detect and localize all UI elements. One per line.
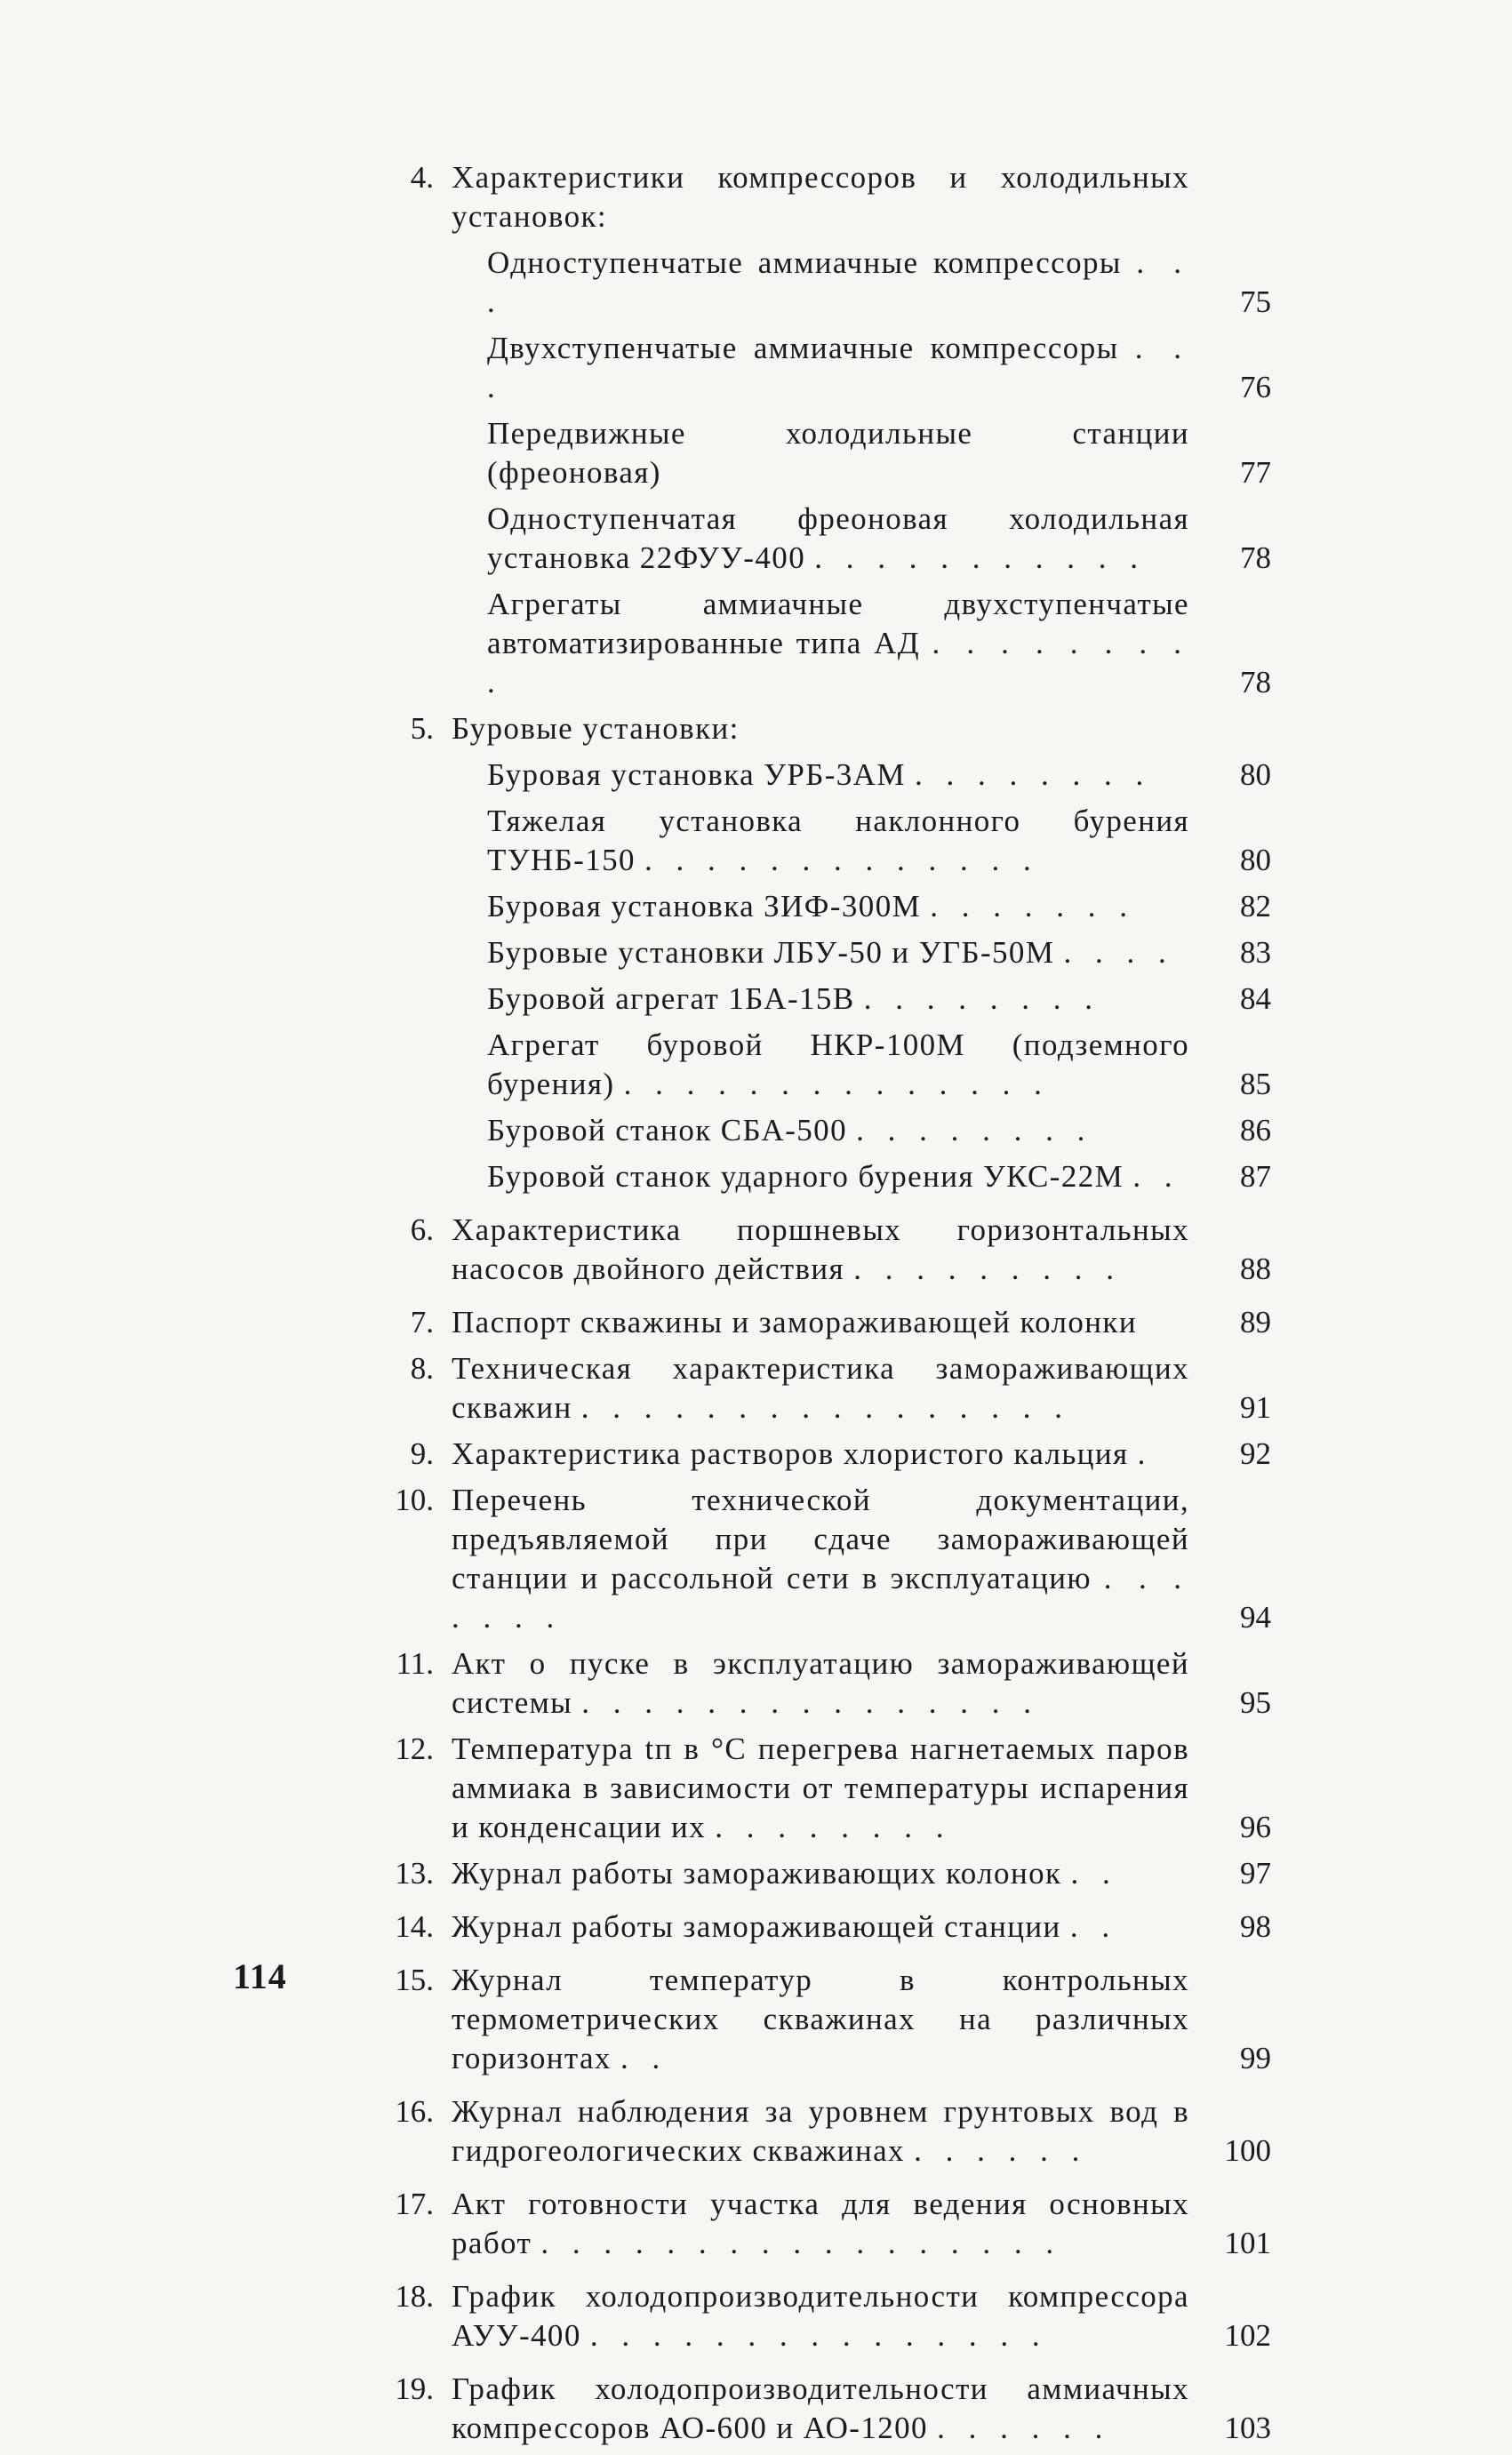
toc-entry-title: [487, 1157, 1189, 1196]
toc-entry-title: [452, 1907, 1189, 1947]
toc-entry-text: Одноступенчатые аммиачные компрессоры: [487, 245, 1122, 280]
toc-entry-text: Передвижные холодильные станции (фреоновая): [487, 416, 1189, 490]
toc-entry-title: [487, 329, 1189, 407]
toc-entry-title: [452, 1349, 1189, 1427]
toc-leader-dots: . . . . . . . . . . . . . . . .: [580, 1390, 1070, 1425]
toc-page-number: 78: [1240, 540, 1271, 575]
toc-entry-text: Характеристика поршневых горизонтальных насосов двойного действия: [452, 1212, 1189, 1286]
toc-leader-dots: . . . . . . . .: [856, 1113, 1093, 1148]
toc-entry-text: Акт о пуске в эксплуатацию замораживающей системы: [452, 1646, 1189, 1720]
toc-entry-number: 12.: [395, 1731, 434, 1766]
toc-entry-title: [452, 1303, 1189, 1342]
toc-page-number: 86: [1240, 1113, 1271, 1148]
toc-entry: [373, 1349, 1271, 1427]
toc-page-number: 100: [1224, 2133, 1271, 2168]
toc-entry: [373, 1730, 1271, 1847]
toc-entry-text: Буровой агрегат 1БА-15В: [487, 981, 855, 1016]
toc-page-number: 83: [1240, 935, 1271, 970]
toc-entry-title: [487, 980, 1189, 1019]
toc-entry-title: [452, 1730, 1189, 1847]
toc-page-number: 103: [1224, 2411, 1271, 2445]
toc-entry-title: [452, 1211, 1189, 1289]
toc-entry-number: 17.: [395, 2187, 434, 2221]
toc-leader-dots: . . . . . . . .: [915, 757, 1152, 792]
toc-page-number: 94: [1240, 1600, 1271, 1635]
toc-leader-dots: . . . . . . . . .: [487, 626, 1189, 700]
toc-entry-text: Буровой станок ударного бурения УКС-22М: [487, 1159, 1124, 1194]
toc-leader-dots: . . . . . . . . . . . . . .: [623, 1067, 1050, 1101]
toc-entry: [373, 329, 1271, 407]
toc-page-number: 95: [1240, 1685, 1271, 1720]
toc-page-number: 101: [1224, 2226, 1271, 2260]
toc-entry: [373, 2277, 1271, 2355]
toc-page-number: 80: [1240, 757, 1271, 792]
toc-entry: [373, 1026, 1271, 1104]
toc-leader-dots: . . . . . . . . . . .: [814, 540, 1147, 575]
toc-entry-title: [452, 1435, 1189, 1474]
toc-entry: [373, 414, 1271, 492]
toc-entry-title: [452, 2277, 1189, 2355]
toc-leader-dots: . .: [1132, 1159, 1180, 1194]
toc-leader-dots: . . . . . . . . . . . . . . .: [589, 2318, 1048, 2353]
toc-entry-text: Техническая характеристика замораживающих скважин: [452, 1351, 1189, 1425]
toc-entry-title: [452, 2092, 1189, 2171]
toc-entry-title: [487, 1026, 1189, 1104]
toc-page-number: 87: [1240, 1159, 1271, 1194]
toc-entry-text: Журнал работы замораживающих колонок: [452, 1856, 1062, 1891]
toc-leader-dots: . . . . . . . .: [863, 981, 1100, 1016]
toc-entry-number: 4.: [410, 160, 434, 195]
toc-entry-text: Агрегаты аммиачные двухступенчатые автоматизированные типа АД: [487, 587, 1189, 660]
toc-entry: [373, 1907, 1271, 1947]
toc-page-number: 75: [1240, 284, 1271, 319]
toc-entry: [373, 1157, 1271, 1196]
toc-entry: [373, 709, 1271, 748]
toc-page-number: 80: [1240, 843, 1271, 877]
toc-entry: [373, 1211, 1271, 1289]
toc-entry-title: [452, 2370, 1189, 2448]
toc-entry-text: Агрегат буровой НКР-100М (подземного бурения): [487, 1028, 1189, 1101]
toc-entry-title: [487, 500, 1189, 578]
toc-entry-text: График холодопроизводительности аммиачных компрессоров АО-600 и АО-1200: [452, 2371, 1189, 2445]
toc-entry-number: 10.: [395, 1483, 434, 1517]
toc-leader-dots: . . .: [487, 331, 1190, 404]
toc-entry-text: Буровые установки:: [452, 711, 740, 746]
toc-entry-number: 6.: [410, 1212, 434, 1247]
toc-entry-title: [487, 414, 1189, 492]
toc-entry-number: 8.: [410, 1351, 434, 1386]
toc-page-number: 77: [1240, 455, 1271, 490]
toc-page-number: 78: [1240, 665, 1271, 700]
toc-entry-number: 15.: [395, 1963, 434, 1997]
toc-entry-title: [487, 1111, 1189, 1150]
toc-entry-text: Характеристика растворов хлористого кальция: [452, 1436, 1129, 1471]
toc-entry-title: [452, 158, 1189, 236]
toc-page-number: 84: [1240, 981, 1271, 1016]
toc-entry: [373, 1435, 1271, 1474]
toc-page-number: 102: [1224, 2318, 1271, 2353]
toc-entry-title: [487, 802, 1189, 880]
toc-entry-title: [487, 585, 1189, 702]
toc-entry: [373, 756, 1271, 795]
toc-entry-title: [487, 887, 1189, 926]
toc-entry-text: Журнал температур в контрольных термометрических скважинах на различных горизонтах: [452, 1963, 1189, 2075]
toc-entry-title: [452, 2185, 1189, 2263]
toc-leader-dots: . . . . . . .: [930, 889, 1136, 924]
toc-entry: [373, 1961, 1271, 2078]
toc-entry-text: Журнал работы замораживающей станции: [452, 1909, 1061, 1944]
toc-entry-title: [452, 1481, 1189, 1637]
toc-entry-text: Буровой станок СБА-500: [487, 1113, 847, 1148]
table-of-contents: [373, 158, 1271, 2455]
toc-entry-text: Характеристики компрессоров и холодильных установок:: [452, 160, 1189, 234]
toc-page-number: 82: [1240, 889, 1271, 924]
toc-leader-dots: . . . . . . . . .: [853, 1251, 1122, 1286]
toc-entry-number: 16.: [395, 2094, 434, 2129]
toc-entry-title: [452, 1961, 1189, 2078]
toc-entry: [373, 1303, 1271, 1342]
toc-entry: [373, 1644, 1271, 1723]
toc-entry-number: 7.: [410, 1305, 434, 1339]
toc-leader-dots: . . . . . .: [914, 2133, 1088, 2168]
toc-leader-dots: . . .: [487, 245, 1189, 319]
toc-entry-text: Буровые установки ЛБУ-50 и УГБ-50М: [487, 935, 1055, 970]
toc-entry-number: 5.: [410, 711, 434, 746]
toc-entry: [373, 585, 1271, 702]
toc-entry-text: График холодопроизводительности компрессора АУУ-400: [452, 2279, 1189, 2353]
toc-page-number: 92: [1240, 1436, 1271, 1471]
toc-leader-dots: . . . . . . . . . . . . .: [644, 843, 1039, 877]
toc-entry-number: 13.: [395, 1856, 434, 1891]
toc-entry-title: [487, 756, 1189, 795]
toc-leader-dots: .: [1137, 1436, 1154, 1471]
toc-entry: [373, 2370, 1271, 2448]
toc-entry-text: Двухступенчатые аммиачные компрессоры: [487, 331, 1119, 365]
toc-page-number: 89: [1240, 1305, 1271, 1339]
toc-leader-dots: . .: [1069, 1909, 1118, 1944]
toc-entry: [373, 2185, 1271, 2263]
toc-entry: [373, 500, 1271, 578]
toc-entry: [373, 1481, 1271, 1637]
toc-entry: [373, 980, 1271, 1019]
toc-entry: [373, 887, 1271, 926]
toc-entry: [373, 1111, 1271, 1150]
toc-entry: [373, 933, 1271, 972]
toc-entry-text: Буровая установка УРБ-3АМ: [487, 757, 906, 792]
toc-entry-title: [452, 1644, 1189, 1723]
toc-leader-dots: . .: [1070, 1856, 1118, 1891]
toc-leader-dots: . . . . . . . . . . . . . . .: [581, 1685, 1040, 1720]
page-number: 114: [233, 1956, 287, 1996]
toc-entry-number: 14.: [395, 1909, 434, 1944]
toc-entry-text: Температура tп в °С перегрева нагнетаемых паров аммиака в зависимости от температуры испарения и конденсации их: [452, 1731, 1189, 1844]
toc-entry-text: Одноступенчатая фреоновая холодильная установка 22ФУУ-400: [487, 501, 1189, 575]
toc-entry-number: 19.: [395, 2371, 434, 2406]
toc-page-number: 76: [1240, 370, 1271, 404]
toc-entry: [373, 158, 1271, 236]
toc-page-number: 99: [1240, 2041, 1271, 2075]
toc-page-number: 97: [1240, 1856, 1271, 1891]
toc-entry-text: Журнал наблюдения за уровнем грунтовых вод в гидрогеологических скважинах: [452, 2094, 1189, 2168]
toc-entry-title: [487, 933, 1189, 972]
toc-leader-dots: . . . . . . . . . . . . . . . . .: [540, 2226, 1062, 2260]
toc-entry: [373, 802, 1271, 880]
toc-entry-text: Акт готовности участка для ведения основных работ: [452, 2187, 1189, 2260]
toc-leader-dots: . . . . . .: [937, 2411, 1111, 2445]
toc-page-number: 98: [1240, 1909, 1271, 1944]
toc-page-number: 96: [1240, 1810, 1271, 1844]
toc-entry: [373, 2092, 1271, 2171]
toc-entry: [373, 1854, 1271, 1893]
toc-entry-text: Паспорт скважины и замораживающей колонки: [452, 1305, 1137, 1339]
toc-entry: [373, 244, 1271, 322]
toc-entry-title: [487, 244, 1189, 322]
toc-page-number: 85: [1240, 1067, 1271, 1101]
toc-leader-dots: . . . . . . .: [452, 1561, 1189, 1635]
toc-entry-title: [452, 1854, 1189, 1893]
toc-entry-number: 11.: [396, 1646, 434, 1681]
toc-entry-text: Тяжелая установка наклонного бурения ТУНБ-150: [487, 804, 1189, 877]
toc-page-number: 91: [1240, 1390, 1271, 1425]
toc-entry-text: Буровая установка ЗИФ-300М: [487, 889, 922, 924]
toc-leader-dots: . . . . . . . .: [715, 1810, 952, 1844]
toc-leader-dots: . .: [620, 2041, 668, 2075]
toc-entry-number: 18.: [395, 2279, 434, 2314]
toc-entry-number: 9.: [410, 1436, 434, 1471]
toc-entry-title: [452, 709, 1189, 748]
toc-leader-dots: . . . .: [1063, 935, 1174, 970]
toc-entry-text: Перечень технической документации, предъявляемой при сдаче замораживающей станции и рассольной сети в эксплуатацию: [452, 1483, 1189, 1595]
toc-page-number: 88: [1240, 1251, 1271, 1286]
